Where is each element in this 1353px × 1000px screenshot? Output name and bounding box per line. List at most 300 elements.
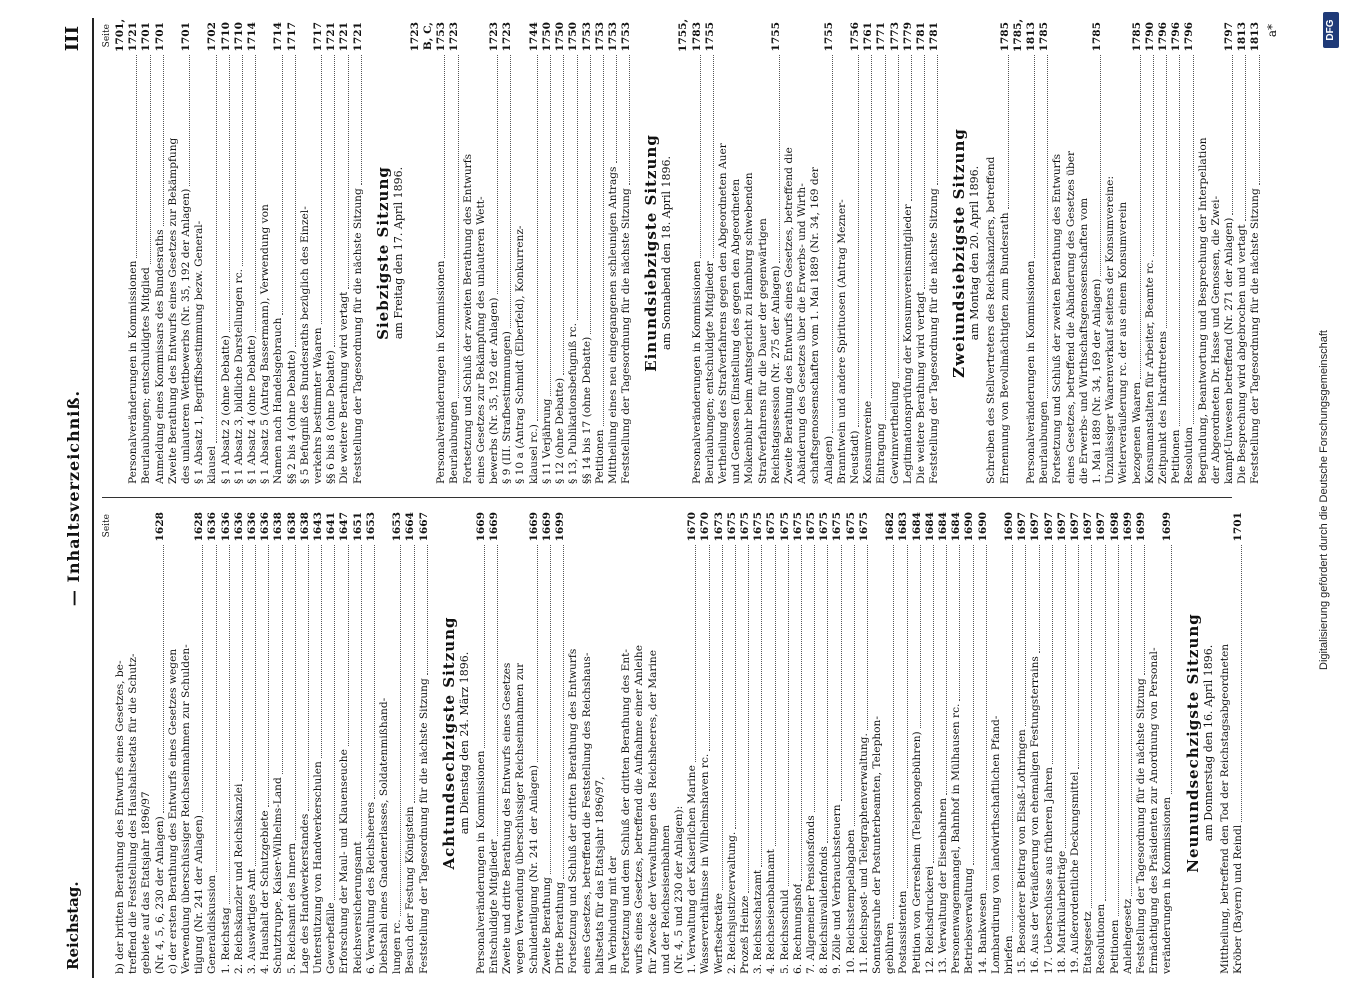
entry-page-number: 1636 <box>246 512 259 542</box>
index-entry <box>594 512 607 974</box>
entry-page-number: 1638 <box>272 512 285 542</box>
index-entry <box>713 512 726 974</box>
entry-page-number: 1669 <box>540 512 553 542</box>
entry-text: Die weitere Berathung wird vertagt <box>338 291 351 484</box>
index-entry <box>607 512 620 974</box>
index-entry <box>1219 512 1232 974</box>
index-entry <box>845 512 858 974</box>
leader-dots <box>1232 55 1233 215</box>
index-entry <box>1029 512 1042 974</box>
index-entry <box>924 512 937 974</box>
entry-text: Zweite Berathung des Entwurfs eines Gesetzes, betreffend die <box>782 147 795 484</box>
entry-text: 8. Reichsinvalidenfonds <box>818 846 831 974</box>
index-entry <box>233 22 246 484</box>
entry-page-number: 1699 <box>1135 512 1148 542</box>
entry-text: Molkenbuhr beim Amtsgericht zu Hamburg schwebenden <box>743 172 756 484</box>
leader-dots <box>361 545 362 838</box>
entry-text: Schuldentilgung (Nr. 241 der Anlagen) <box>527 765 540 974</box>
entry-text: Schreiben des Stellvertreters des Reichskanzlers, betreffend <box>985 156 998 484</box>
entry-page-number: 1781 <box>928 22 941 52</box>
leader-dots <box>242 545 243 781</box>
index-entry <box>193 22 206 484</box>
entry-text: haltsetats für das Etatsjahr 1896/97, <box>593 776 606 974</box>
index-entry <box>1223 22 1236 484</box>
index-entry <box>167 22 180 484</box>
session-title: Neunundsechzigste Sitzung <box>1183 613 1202 873</box>
entry-text: Mittheilung, betreffend den Tod der Reichstagsabgeordneten <box>1218 643 1231 974</box>
entry-text: klausel rc.) <box>527 424 540 484</box>
leader-dots <box>1052 545 1053 764</box>
leader-dots <box>510 55 511 328</box>
index-entry <box>1104 22 1117 484</box>
entry-page-number: 1669 <box>488 512 501 542</box>
entry-text: 19. Außerordentliche Deckungsmittel <box>1069 771 1082 974</box>
entry-text: und der Reichseisenbahnen <box>659 824 672 974</box>
index-entry <box>1091 22 1104 484</box>
leader-dots <box>1065 545 1066 848</box>
index-entry <box>1170 22 1183 484</box>
entry-text: verkehrs bestimmter Waaren <box>312 327 325 484</box>
leader-dots <box>497 545 498 837</box>
index-entry <box>409 22 449 484</box>
entry-page-number: 1714 <box>246 22 259 52</box>
index-entry <box>378 512 391 974</box>
entry-text: 2. Reichsjustizverwaltung. <box>725 831 738 974</box>
leader-dots <box>959 545 960 701</box>
index-entry <box>1183 22 1196 484</box>
index-entry <box>836 22 849 484</box>
entry-page-number: 1699 <box>1161 512 1174 542</box>
index-entry <box>770 22 783 484</box>
session-date: am Freitag den 17. April 1896. <box>391 166 405 340</box>
index-entry <box>902 22 915 484</box>
index-entry <box>352 512 365 974</box>
entry-text: Anlagen) <box>822 435 835 484</box>
leader-dots <box>348 55 349 289</box>
entry-text: 7. Allgemeiner Pensionsfonds <box>804 815 817 974</box>
entry-text: Konsumvereine <box>862 400 875 484</box>
entry-text: § 10 a (Antrag Schmidt (Elberfeld), Konkurrenz- <box>514 225 527 484</box>
entry-text: der Abgeordneten Dr. Hasse und Genossen, die Zwei- <box>1209 195 1222 484</box>
entry-text: gebühren <box>884 922 897 974</box>
entry-page-number: 1699 <box>554 512 567 542</box>
leader-dots <box>537 545 538 762</box>
entry-text: Reichstagssession (Nr. 275 der Anlagen) <box>769 265 782 484</box>
index-entry <box>752 512 765 974</box>
entry-page-number: 1684 <box>936 512 949 542</box>
header-page-number: III <box>62 26 83 52</box>
index-entry <box>501 512 514 974</box>
entry-page-number: 1636 <box>259 512 272 542</box>
entry-page-number: 1785 <box>1130 22 1143 52</box>
entry-text: Etatsgesetz <box>1082 911 1095 974</box>
index-entry <box>805 512 818 974</box>
index-entry <box>206 22 219 484</box>
entry-text: bewerbs (Nr. 35, 192 der Anlagen) <box>488 297 501 484</box>
entry-page-number: 1675 <box>844 512 857 542</box>
entry-page-number: 1690 <box>976 512 989 542</box>
entry-page-number: 1643 <box>312 512 325 542</box>
index-entry <box>1078 22 1091 484</box>
leader-dots <box>788 545 789 887</box>
index-entry <box>1210 22 1223 484</box>
entry-text: Eintragung <box>875 423 888 484</box>
leader-dots <box>629 55 630 185</box>
index-entry <box>528 22 541 484</box>
entry-text: Ermächtigung des Präsidenten zur Anordnung von Personal- <box>1148 647 1161 974</box>
index-entry <box>1051 22 1064 484</box>
index-entry <box>528 512 541 974</box>
entry-text: Personalveränderungen in Kommissionen <box>1024 260 1037 484</box>
entry-page-number: 1785, 1813 <box>1011 18 1037 52</box>
entry-text: § 1 Absatz 1, Begriffsbestimmung bezw. General- <box>193 220 206 484</box>
entry-page-number: 1796 <box>1170 22 1183 52</box>
entry-page-number: 1796 <box>1183 22 1196 52</box>
entry-text: lungen rc. <box>391 919 404 974</box>
entry-text: (Nr. 4, 5, 6, 230 der Anlagen) <box>153 816 166 974</box>
entry-text: § 1 Absatz 4 (ohne Debatte) <box>246 335 259 484</box>
index-entry <box>1082 512 1095 974</box>
entry-text: (Nr. 4, 5 und 230 der Anlagen): <box>672 805 685 974</box>
index-entry <box>325 22 338 484</box>
leader-dots <box>334 545 335 900</box>
entry-page-number: 1647 <box>338 512 351 542</box>
leader-dots <box>1091 545 1092 908</box>
entry-text: Sonntagsruhe der Postunterbeamten, Telephon- <box>870 716 883 974</box>
entry-text: Zweite Berathung des Entwurfs eines Gesetzes zur Bekämpfung <box>166 137 179 484</box>
index-entry <box>299 512 312 974</box>
leader-dots <box>202 545 203 812</box>
leader-dots <box>163 545 164 813</box>
leader-dots <box>898 55 899 378</box>
index-entry <box>554 22 567 484</box>
entry-page-number: 1755 <box>822 22 835 52</box>
entry-text: § 5 Befugniß des Bundesraths bezüglich des Einzel- <box>298 206 311 484</box>
leader-dots <box>400 545 401 916</box>
session-date: am Donnerstag den 16. April 1896. <box>1201 644 1215 842</box>
leader-dots <box>136 55 137 258</box>
index-entry <box>607 22 620 484</box>
index-entry <box>1236 22 1249 484</box>
entry-text: Abänderung des Gesetzes über die Erwerbs- und Wirth- <box>796 183 809 484</box>
entry-text: Personalveränderungen in Kommissionen <box>474 750 487 974</box>
leader-dots <box>550 55 551 396</box>
entry-text: 18. Matrikularbeiträge <box>1055 850 1068 974</box>
index-entry <box>501 22 514 484</box>
index-entry <box>140 22 153 484</box>
index-entry <box>620 22 633 484</box>
index-entry <box>475 22 488 484</box>
entry-text: Betriebsverwaltung <box>963 867 976 974</box>
leader-dots <box>229 55 230 332</box>
entry-text: tilgung (Nr. 241 der Anlagen) <box>193 815 206 974</box>
entry-page-number: 1717 <box>285 22 298 52</box>
leader-dots <box>603 55 604 426</box>
entry-text: Gewerbefälle <box>325 902 338 974</box>
entry-page-number: 1697 <box>1016 512 1029 542</box>
entry-page-number: 1697 <box>1055 512 1068 542</box>
entry-text: 1. Mai 1889 (Nr. 34, 169 der Anlagen) <box>1091 278 1103 484</box>
entry-page-number: 1675 <box>738 512 751 542</box>
index-entry <box>717 22 730 484</box>
index-entry <box>809 22 822 484</box>
entry-text: Unzulässiger Waarenverkauf seitens der Konsumvereine: <box>1104 175 1117 484</box>
index-entry <box>928 22 941 484</box>
leader-dots <box>885 55 886 420</box>
entry-text: Verwendung überschüssiger Reichseinnahmen zur Schulden- <box>180 644 193 974</box>
entry-page-number: 1753 <box>620 22 633 52</box>
entry-text: Diebstahl eines Gnadenerlasses, Soldatenmißhand- <box>378 697 391 974</box>
index-entry <box>220 512 233 974</box>
leader-dots <box>550 545 551 874</box>
leader-dots <box>295 55 296 347</box>
session-date: am Sonnabend den 18. April 1896. <box>660 156 674 350</box>
entry-text: 11. Reichspost- und Telegraphenverwaltung. <box>857 733 870 974</box>
index-entry <box>488 22 501 484</box>
leader-dots <box>1078 545 1079 769</box>
entry-page-number: 1797 <box>1223 22 1236 52</box>
index-entry <box>757 22 770 484</box>
entry-text: bezogenen Waaren <box>1130 381 1143 484</box>
entry-page-number: 1675 <box>752 512 765 542</box>
entry-page-number: 1755, 1783 <box>677 18 703 52</box>
entry-page-number: 1702 <box>206 22 219 52</box>
entry-text: 4. Haushalt der Schutzgebiete <box>259 810 272 974</box>
entry-text: Werftsekretäre <box>712 893 725 974</box>
entry-text: § 12 (ohne Debatte) <box>554 377 567 484</box>
index-entry <box>299 22 312 484</box>
entry-text: eines Gesetzes, betreffend die Abänderung des Gesetzes über <box>1064 150 1077 484</box>
entry-page-number: 1690 <box>1003 512 1015 542</box>
entry-page-number: 1670 <box>699 512 712 542</box>
leader-dots <box>1034 55 1035 258</box>
entry-text: Weiterveräußerung rc. der aus einem Konsumverein <box>1117 201 1130 484</box>
index-entry <box>937 512 950 974</box>
index-entry <box>660 512 673 974</box>
leader-dots <box>722 545 723 890</box>
entry-text: Ernennung von Bevollmächtigten zum Bundesrath <box>998 212 1011 484</box>
index-entry <box>889 22 902 484</box>
entry-page-number: 1684 <box>923 512 936 542</box>
index-entry <box>220 22 233 484</box>
entry-text: und Genossen (Einstellung des gegen den Abgeordneten <box>730 178 743 484</box>
leader-dots <box>537 55 538 421</box>
index-entry <box>726 512 739 974</box>
session-title: Einundsiebzigste Sitzung <box>642 134 661 372</box>
index-entry <box>985 22 998 484</box>
entry-page-number: 1675 <box>818 512 831 542</box>
entry-page-number: 1755 <box>703 22 716 52</box>
index-entry <box>180 512 193 974</box>
entry-page-number: 1675 <box>778 512 791 542</box>
entry-text: klausel <box>206 445 219 484</box>
index-entry <box>286 22 299 484</box>
entry-text: Personalveränderungen in Kommissionen <box>435 260 448 484</box>
entry-text: 6. Verwaltung des Reichsheeres <box>364 801 377 974</box>
index-entry <box>1095 512 1108 974</box>
index-entry <box>884 512 897 974</box>
index-entry <box>1003 512 1016 974</box>
entry-page-number: 1651 <box>351 512 364 542</box>
index-entry <box>673 512 686 974</box>
leader-dots <box>374 545 375 799</box>
index-entry <box>792 512 805 974</box>
entry-page-number: 1721 <box>325 22 338 52</box>
index-entry <box>739 512 752 974</box>
entry-text: Feststellung der Tagesordnung für die nächste Sitzung <box>928 188 941 484</box>
leader-dots <box>695 545 696 762</box>
entry-page-number: 1779 <box>901 22 914 52</box>
entry-text: §§ 6 bis 8 (ohne Debatte) <box>325 350 338 484</box>
leader-dots <box>775 545 776 846</box>
entry-text: Neustadt) <box>848 430 861 484</box>
index-entry <box>779 512 792 974</box>
leader-dots <box>1131 545 1132 896</box>
entry-text: 1. Verwaltung der Kaiserlichen Marine <box>686 765 699 974</box>
leader-dots <box>1259 55 1260 185</box>
index-entry <box>1016 512 1029 974</box>
leader-dots <box>1241 545 1242 822</box>
entry-page-number: 1761 <box>862 22 875 52</box>
entry-text: schaftsgenossenschaften vom 1. Mai 1889 (Nr. 34, 169 der <box>809 167 822 484</box>
leader-dots <box>1025 545 1026 726</box>
entry-text: Fortsetzung und Schluß der dritten Berathung des Entwurfs <box>567 648 580 974</box>
digitization-credit: Digitalisierung gefördert durch die Deutsche Forschungsgemeinschaft <box>1318 330 1330 670</box>
entry-page-number: 1714 <box>272 22 285 52</box>
index-entry <box>743 22 756 484</box>
entry-text: 4. Reichseisenbahnamt <box>765 849 778 974</box>
entry-text: die Erwerbs- und Wirthschaftsgenossenschaften vom <box>1077 197 1090 484</box>
entry-text: Personalveränderungen in Kommissionen <box>690 260 703 484</box>
entry-page-number: 1756 <box>848 22 861 52</box>
entry-text: b) der britten Berathung des Entwurfs eines Gesetzes, be- <box>114 660 126 974</box>
index-entry <box>1232 512 1245 974</box>
entry-text: Feststellung der Tagesordnung für die nächste Sitzung <box>417 678 430 974</box>
index-entry <box>1109 512 1122 974</box>
leader-dots <box>497 55 498 294</box>
entry-page-number: 1675 <box>765 512 778 542</box>
index-entry <box>448 22 461 484</box>
entry-text: 16. Aus der Veräußerung von ehemaligen Festungsterrains <box>1029 656 1042 974</box>
index-entry <box>167 512 180 974</box>
leader-dots <box>854 545 855 826</box>
leader-dots <box>458 55 459 398</box>
entry-text: Resolutionen <box>1095 903 1108 974</box>
index-entry <box>633 512 646 974</box>
index-entry <box>818 512 831 974</box>
signature-mark: a* <box>1264 24 1279 38</box>
running-header <box>58 18 94 978</box>
entry-text: Resolution <box>1183 426 1196 484</box>
index-entry <box>915 22 928 484</box>
index-entry <box>1148 512 1161 974</box>
session-date: am Montag den 20. April 1896. <box>968 165 982 341</box>
entry-text: Kröber (Bayern) und Reindl <box>1231 824 1244 974</box>
entry-text: Konsumanstalten für Arbeiter, Beamte rc. <box>1143 259 1156 484</box>
index-entry <box>338 512 351 974</box>
entry-page-number: 1628 <box>153 512 166 542</box>
entry-text: kampf-Unwesen betreffend (Nr. 271 der Anlagen) <box>1223 217 1236 484</box>
entry-text: 5. Reichsschuld <box>778 889 791 974</box>
entry-text: Fortsetzung und dem Schluß der dritten Berathung des Ent- <box>620 649 633 974</box>
index-entry <box>1249 22 1262 484</box>
entry-text: Beurlaubungen; entschuldigtes Mitglied <box>140 267 153 484</box>
entry-text: 14. Bankwesen <box>976 892 989 974</box>
leader-dots <box>735 545 736 829</box>
index-entry <box>581 512 594 974</box>
entry-page-number: 1717 <box>312 22 325 52</box>
leader-dots <box>308 545 309 811</box>
index-entry <box>338 22 351 484</box>
entry-page-number: 1813 <box>1236 22 1249 52</box>
index-page <box>40 18 1290 978</box>
index-entry <box>1038 22 1051 484</box>
entry-page-number: 1684 <box>950 512 963 542</box>
entry-page-number: 1781 <box>914 22 927 52</box>
entry-text: Feststellung der Tagesordnung für die nächste Sitzung <box>620 188 633 484</box>
index-entry <box>259 512 272 974</box>
leader-dots <box>229 545 230 904</box>
entry-text: Anmeldung eines Kommissars des Bundesraths <box>153 229 166 484</box>
session-title: Achtundsechzigste Sitzung <box>439 616 458 870</box>
index-entry <box>1011 18 1038 484</box>
entry-text: Prozeß Heinze <box>738 895 751 974</box>
leader-dots <box>295 545 296 840</box>
index-entry <box>462 22 475 484</box>
index-entry <box>1117 22 1130 484</box>
leader-dots <box>1179 55 1180 426</box>
entry-page-number: 1721 <box>351 22 364 52</box>
entry-text: § 1 Absatz 5 (Antrag Bassermann), Verwendung von <box>259 204 272 484</box>
index-entry <box>730 22 743 484</box>
entry-text: Beurlaubungen <box>1038 401 1051 484</box>
entry-page-number: 1697 <box>1069 512 1082 542</box>
index-entry <box>325 512 338 974</box>
index-entry <box>699 512 712 974</box>
index-entry <box>246 22 259 484</box>
leader-dots <box>1245 55 1246 221</box>
index-entry <box>999 22 1012 484</box>
leader-dots <box>827 545 828 843</box>
leader-dots <box>242 55 243 266</box>
index-entry <box>514 22 527 484</box>
entry-page-number: 1636 <box>219 512 232 542</box>
index-entry <box>897 512 910 974</box>
leader-dots <box>893 545 894 919</box>
leader-dots <box>1012 545 1013 932</box>
leader-dots <box>1100 55 1101 276</box>
entry-page-number: 1723 <box>501 22 514 52</box>
entry-page-number: 1753 <box>580 22 593 52</box>
leader-dots <box>444 55 445 258</box>
index-entry <box>963 512 976 974</box>
right-column <box>102 18 1281 484</box>
index-entry <box>272 22 285 484</box>
entry-page-number: 1701 <box>1231 512 1244 542</box>
entry-text: 6. Rechnungshof <box>791 883 804 974</box>
leader-dots <box>1144 545 1145 675</box>
leader-dots <box>427 545 428 675</box>
entry-page-number: 1701 <box>153 22 166 52</box>
entry-text: eines Gesetzes, betreffend die Feststellung des Reichshaus- <box>580 652 593 974</box>
index-entry <box>541 22 554 484</box>
index-entry <box>862 22 875 484</box>
entry-text: Feststellung der Tagesordnung für die nächste Sitzung <box>351 188 364 484</box>
entry-page-number: 1675 <box>725 512 738 542</box>
index-entry <box>950 512 963 974</box>
entry-page-number: 1785 <box>998 22 1011 52</box>
leader-dots <box>1118 545 1119 916</box>
